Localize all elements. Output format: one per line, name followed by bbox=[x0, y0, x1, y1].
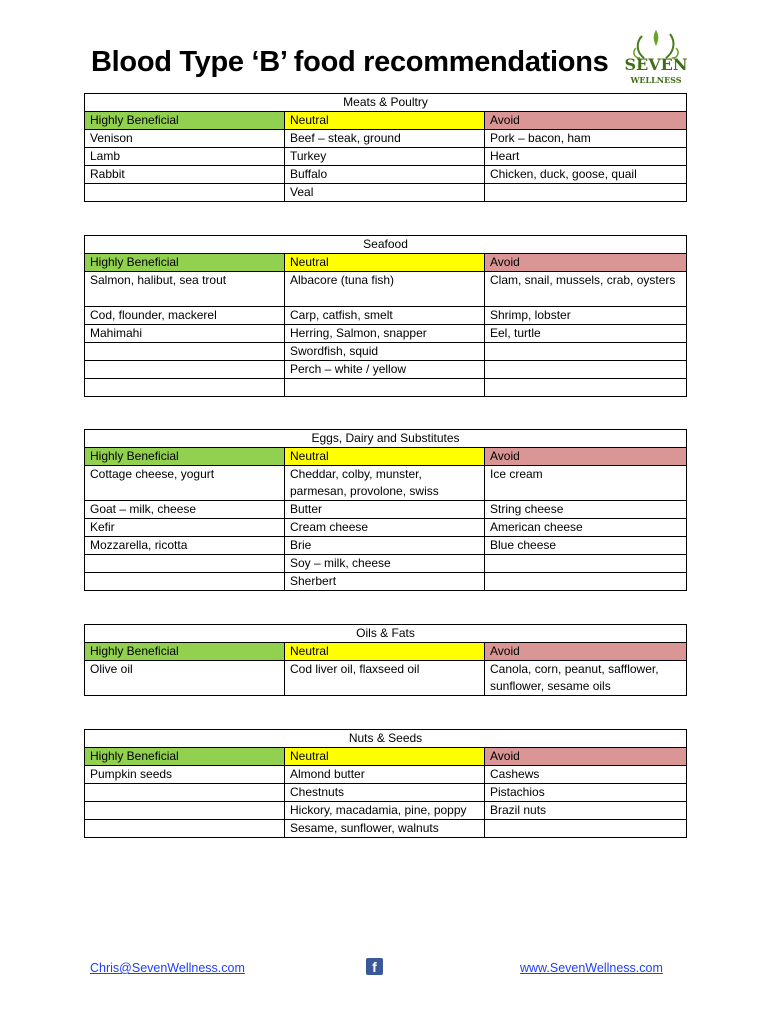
table-row bbox=[85, 573, 687, 591]
header-neutral: Neutral bbox=[285, 748, 485, 766]
table-cell: Carp, catfish, smelt bbox=[285, 307, 485, 325]
table-cell: Cashews bbox=[485, 766, 687, 784]
table-cell: Rabbit bbox=[85, 166, 285, 184]
table-cell bbox=[85, 379, 285, 397]
food-table bbox=[84, 729, 687, 838]
table-cell: Soy – milk, cheese bbox=[285, 555, 485, 573]
table-title: Seafood bbox=[85, 236, 687, 254]
table-cell: Brazil nuts bbox=[485, 802, 687, 820]
table-row bbox=[85, 466, 687, 501]
table-cell: Mozzarella, ricotta bbox=[85, 537, 285, 555]
table-cell: Clam, snail, mussels, crab, oysters bbox=[485, 272, 687, 307]
header-highly-beneficial: Highly Beneficial bbox=[85, 643, 285, 661]
table-row bbox=[85, 166, 687, 184]
table-cell: Canola, corn, peanut, safflower, sunflower, sesame oils bbox=[485, 661, 687, 696]
table-row bbox=[85, 361, 687, 379]
table-cell: Shrimp, lobster bbox=[485, 307, 687, 325]
table-cell bbox=[85, 361, 285, 379]
table-cell: Pork – bacon, ham bbox=[485, 130, 687, 148]
table-cell: Chicken, duck, goose, quail bbox=[485, 166, 687, 184]
table-row bbox=[85, 519, 687, 537]
table-row bbox=[85, 379, 687, 397]
table-row bbox=[85, 661, 687, 696]
table-row bbox=[85, 802, 687, 820]
table-cell: Beef – steak, ground bbox=[285, 130, 485, 148]
table-row bbox=[85, 784, 687, 802]
table-row bbox=[85, 820, 687, 838]
table-cell: Sherbert bbox=[285, 573, 485, 591]
table-cell: Herring, Salmon, snapper bbox=[285, 325, 485, 343]
table-cell bbox=[85, 343, 285, 361]
footer-email[interactable] bbox=[90, 961, 245, 975]
table-cell: Butter bbox=[285, 501, 485, 519]
table-cell: Buffalo bbox=[285, 166, 485, 184]
table-cell: Cottage cheese, yogurt bbox=[85, 466, 285, 501]
header-highly-beneficial: Highly Beneficial bbox=[85, 112, 285, 130]
table-cell bbox=[85, 820, 285, 838]
food-table bbox=[84, 93, 687, 202]
table-cell: Almond butter bbox=[285, 766, 485, 784]
table-row bbox=[85, 307, 687, 325]
table-cell: Sesame, sunflower, walnuts bbox=[285, 820, 485, 838]
table-row bbox=[85, 766, 687, 784]
table-cell: Goat – milk, cheese bbox=[85, 501, 285, 519]
table-cell bbox=[485, 361, 687, 379]
header-neutral: Neutral bbox=[285, 112, 485, 130]
table-cell: Albacore (tuna fish) bbox=[285, 272, 485, 307]
table-row bbox=[85, 325, 687, 343]
food-table bbox=[84, 624, 687, 696]
page-title: Blood Type ‘B’ food recommendations bbox=[91, 46, 609, 78]
table-cell: Ice cream bbox=[485, 466, 687, 501]
website-link[interactable]: www.SevenWellness.com bbox=[520, 961, 663, 975]
table-row bbox=[85, 343, 687, 361]
table-cell: Kefir bbox=[85, 519, 285, 537]
table-cell: Heart bbox=[485, 148, 687, 166]
table-cell: Perch – white / yellow bbox=[285, 361, 485, 379]
table-cell: String cheese bbox=[485, 501, 687, 519]
table-cell: Cod liver oil, flaxseed oil bbox=[285, 661, 485, 696]
facebook-icon[interactable]: f bbox=[366, 958, 383, 975]
table-cell bbox=[485, 343, 687, 361]
table-cell: Blue cheese bbox=[485, 537, 687, 555]
table-cell: Cream cheese bbox=[285, 519, 485, 537]
table-row bbox=[85, 501, 687, 519]
table-cell: Venison bbox=[85, 130, 285, 148]
table-cell: Lamb bbox=[85, 148, 285, 166]
table-row bbox=[85, 272, 687, 307]
footer-website[interactable] bbox=[520, 961, 663, 975]
seven-wellness-logo bbox=[622, 28, 690, 90]
table-cell: Eel, turtle bbox=[485, 325, 687, 343]
table-cell: Swordfish, squid bbox=[285, 343, 485, 361]
table-cell: Cod, flounder, mackerel bbox=[85, 307, 285, 325]
table-cell bbox=[485, 379, 687, 397]
table-cell: Cheddar, colby, munster, parmesan, provolone, swiss bbox=[285, 466, 485, 501]
table-cell bbox=[485, 573, 687, 591]
table-cell bbox=[85, 802, 285, 820]
header-avoid: Avoid bbox=[485, 112, 687, 130]
table-cell bbox=[485, 184, 687, 202]
table-cell bbox=[85, 555, 285, 573]
header-neutral: Neutral bbox=[285, 448, 485, 466]
table-cell: Olive oil bbox=[85, 661, 285, 696]
table-cell bbox=[485, 820, 687, 838]
table-cell bbox=[285, 379, 485, 397]
header-highly-beneficial: Highly Beneficial bbox=[85, 254, 285, 272]
table-title: Nuts & Seeds bbox=[85, 730, 687, 748]
table-cell bbox=[85, 784, 285, 802]
food-table bbox=[84, 429, 687, 591]
table-cell: Veal bbox=[285, 184, 485, 202]
table-cell bbox=[85, 184, 285, 202]
header-highly-beneficial: Highly Beneficial bbox=[85, 748, 285, 766]
table-cell: Brie bbox=[285, 537, 485, 555]
table-cell: Salmon, halibut, sea trout bbox=[85, 272, 285, 307]
header-avoid: Avoid bbox=[485, 254, 687, 272]
table-title: Meats & Poultry bbox=[85, 94, 687, 112]
table-title: Oils & Fats bbox=[85, 625, 687, 643]
food-table bbox=[84, 235, 687, 397]
table-cell: Pistachios bbox=[485, 784, 687, 802]
header-neutral: Neutral bbox=[285, 643, 485, 661]
table-cell: Pumpkin seeds bbox=[85, 766, 285, 784]
header-neutral: Neutral bbox=[285, 254, 485, 272]
email-link[interactable]: Chris@SevenWellness.com bbox=[90, 961, 245, 975]
table-row bbox=[85, 184, 687, 202]
header-avoid: Avoid bbox=[485, 748, 687, 766]
table-cell: Turkey bbox=[285, 148, 485, 166]
table-cell: Chestnuts bbox=[285, 784, 485, 802]
header-avoid: Avoid bbox=[485, 448, 687, 466]
table-cell: Mahimahi bbox=[85, 325, 285, 343]
table-title: Eggs, Dairy and Substitutes bbox=[85, 430, 687, 448]
table-row bbox=[85, 130, 687, 148]
table-row bbox=[85, 148, 687, 166]
table-cell: American cheese bbox=[485, 519, 687, 537]
table-cell bbox=[485, 555, 687, 573]
table-row bbox=[85, 555, 687, 573]
header-avoid: Avoid bbox=[485, 643, 687, 661]
svg-text:SEVEN: SEVEN bbox=[624, 55, 688, 74]
table-cell: Hickory, macadamia, pine, poppy bbox=[285, 802, 485, 820]
table-row bbox=[85, 537, 687, 555]
svg-text:WELLNESS: WELLNESS bbox=[630, 75, 682, 85]
table-cell bbox=[85, 573, 285, 591]
header-highly-beneficial: Highly Beneficial bbox=[85, 448, 285, 466]
